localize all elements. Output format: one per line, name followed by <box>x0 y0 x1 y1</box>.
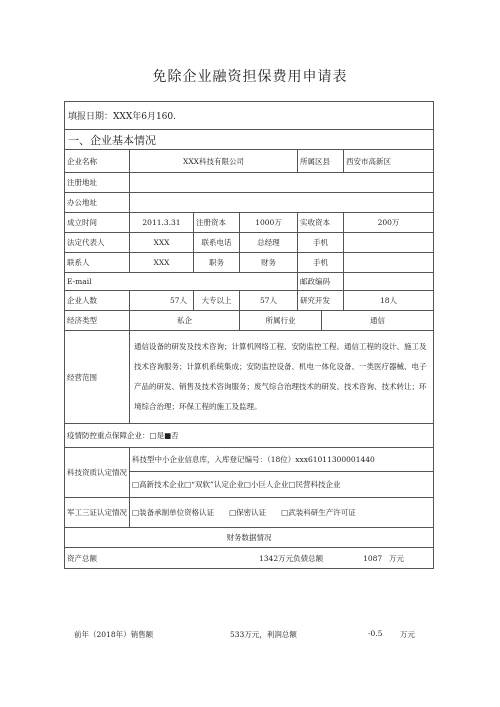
assets-debt-group <box>129 548 383 568</box>
reg-addr-label: 注册地址 <box>67 178 97 187</box>
assets-row <box>65 548 433 568</box>
finance-title: 财务数据情况 <box>226 533 272 542</box>
college-value[interactable]: 57人 <box>239 291 297 310</box>
mil-cert-row <box>65 498 433 528</box>
college-label: 大专以上 <box>193 291 239 310</box>
section-title: 一、企业基本情况 <box>68 133 156 147</box>
total-debt-label: 万元负债总额 <box>278 553 324 563</box>
industry-value[interactable]: 通信 <box>321 311 433 330</box>
office-addr-row <box>65 193 433 213</box>
profit-value[interactable]: -0.5 <box>368 629 383 638</box>
total-debt-value[interactable]: 1087 <box>363 553 383 563</box>
section-header-row <box>65 130 433 150</box>
finance-title-row <box>65 528 433 548</box>
company-name-value[interactable]: XXX科技有限公司 <box>129 150 297 172</box>
office-addr-value[interactable] <box>129 193 433 212</box>
debt-unit: 万元 <box>389 553 404 563</box>
paid-capital-value[interactable]: 200万 <box>343 213 433 232</box>
epidemic-check[interactable]: 疫情防控重点保障企业：□是■否 <box>67 431 179 440</box>
company-name-row <box>65 150 433 173</box>
contact-phone-label: 联系电话 <box>193 233 239 252</box>
mil-cert-label: 军工三证认定情况 <box>67 507 127 517</box>
legal-rep-row <box>65 233 433 253</box>
total-assets-value[interactable]: 1342 <box>259 553 279 563</box>
rd-label: 研究开发 <box>297 291 343 310</box>
fill-date-row <box>65 102 433 130</box>
legal-rep-label: 法定代表人 <box>67 238 105 247</box>
headcount-row <box>65 291 433 311</box>
fill-date: 填报日期：XXX年6月160. <box>68 112 176 122</box>
district-label: 所属区县 <box>297 150 343 172</box>
district-value[interactable]: 西安市高新区 <box>343 150 433 172</box>
scope-label: 经营范围 <box>67 372 97 382</box>
econ-row <box>65 311 433 331</box>
postcode-label: 邮政编码 <box>297 273 343 290</box>
postcode-value[interactable] <box>343 273 433 290</box>
scope-row <box>65 331 433 424</box>
mil-cert-options[interactable]: □装备承制单位资格认证 □保密认证 □武装科研生产许可证 <box>129 498 433 527</box>
finance-value[interactable]: 财务 <box>239 253 297 272</box>
office-addr-label: 办公地址 <box>67 198 97 207</box>
headcount-label: 企业人数 <box>67 296 97 305</box>
est-time-value[interactable]: 2011.3.31 <box>129 213 193 232</box>
legal-rep-value[interactable]: XXX <box>129 233 193 252</box>
sales-label: 前年（2018年）销售额 <box>74 630 154 639</box>
tech-cert-label: 科技资质认定情况 <box>67 467 127 477</box>
mobile2-value[interactable] <box>343 253 433 272</box>
industry-label: 所属行业 <box>239 311 321 330</box>
position-label: 职务 <box>193 253 239 272</box>
application-form <box>64 101 434 569</box>
email-label: E-mail <box>67 277 92 286</box>
contact-row <box>65 253 433 273</box>
contact-label: 联系人 <box>67 258 90 267</box>
econ-type-value[interactable]: 私企 <box>129 311 239 330</box>
reg-addr-row <box>65 173 433 193</box>
mobile2-label: 手机 <box>297 253 343 272</box>
est-time-label: 成立时间 <box>67 218 97 227</box>
reg-addr-value[interactable] <box>129 173 433 192</box>
tech-cert-line1[interactable]: 科技型中小企业信息库，入库登记编号：（18位）xxx61011300001440 <box>129 448 433 472</box>
gm-value[interactable]: 总经理 <box>239 233 297 252</box>
email-row <box>65 273 433 291</box>
mobile-label: 手机 <box>297 233 343 252</box>
profit-unit: 万元 <box>400 630 415 639</box>
reg-capital-label: 注册资本 <box>193 213 239 232</box>
epidemic-row <box>65 424 433 448</box>
total-assets-label: 资产总额 <box>67 553 97 563</box>
sales-value[interactable]: 533万元，利润总额 <box>230 630 297 639</box>
reg-capital-value[interactable]: 1000万 <box>239 213 297 232</box>
tech-cert-line2[interactable]: □高新技术企业□“双软”认定企业□小巨人企业□民营科技企业 <box>129 472 433 497</box>
est-row <box>65 213 433 233</box>
headcount-value[interactable]: 57人 <box>129 291 193 310</box>
form-title: 免除企业融资担保费用申请表 <box>152 69 348 85</box>
econ-type-label: 经济类型 <box>67 316 97 325</box>
paid-capital-label: 实收资本 <box>297 213 343 232</box>
contact-value[interactable]: XXX <box>129 253 193 272</box>
company-name-label: 企业名称 <box>67 156 97 166</box>
scope-value[interactable]: 通信设备的研发及技术咨询；计算机网络工程、安防监控工程、通信工程的设计、施工及技术咨询服务；计算机系统集成；安防监控设备、机电一体化设备、一类医疗器械、电子产品的研发、销售及技术咨询服务；废气综合治理技术的研发、技术咨询、技术转让；环境综合治理；环保工程的施工及监理。 <box>129 331 433 423</box>
mobile-value[interactable] <box>343 233 433 252</box>
tech-cert-row <box>65 448 433 498</box>
rd-value[interactable]: 18人 <box>343 291 433 310</box>
